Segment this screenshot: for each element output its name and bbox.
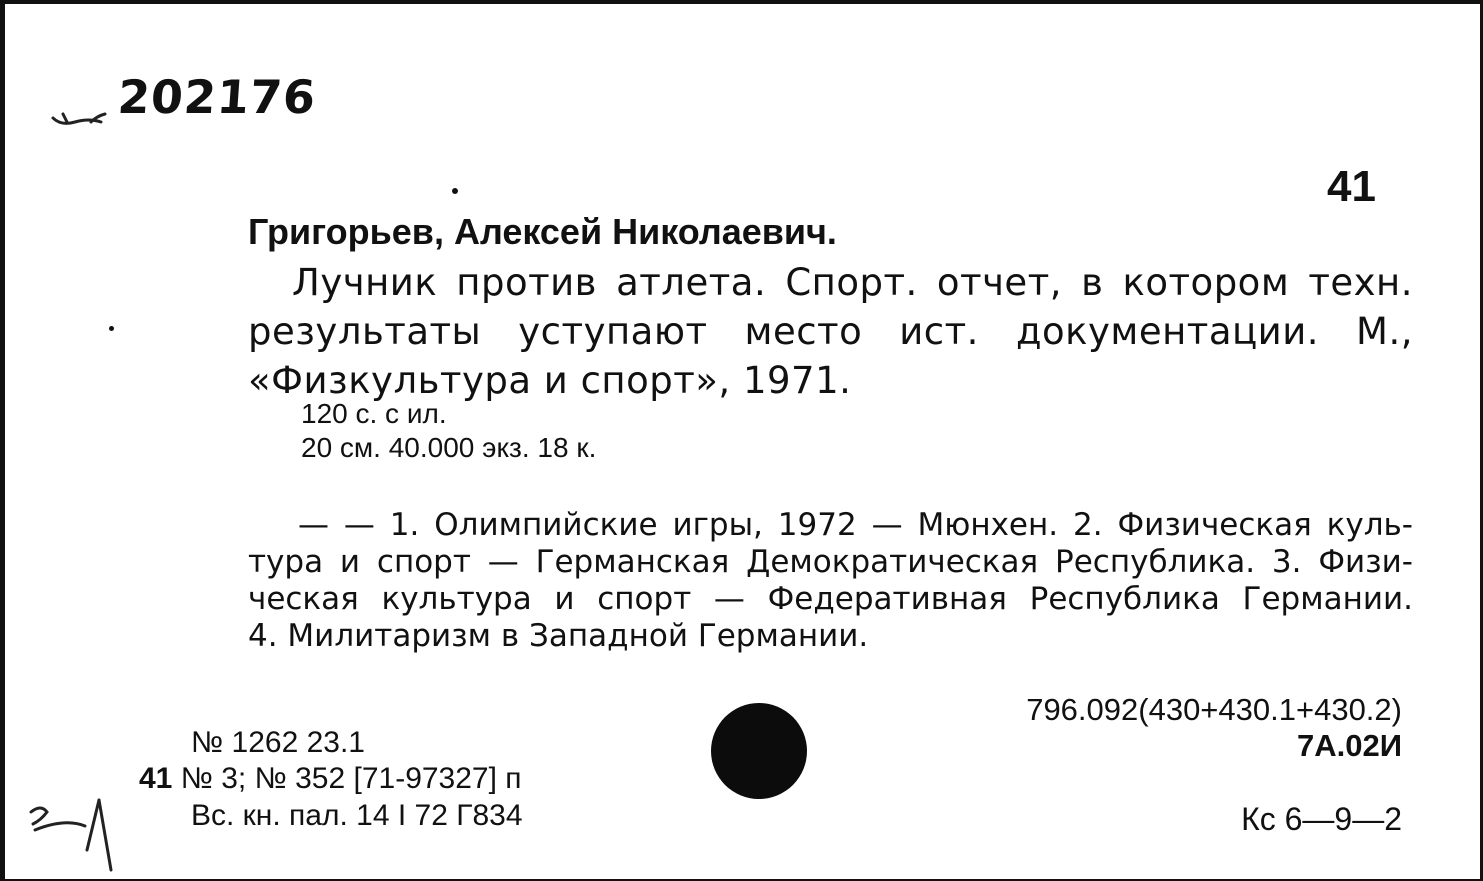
subject-line: ческая культура и спорт — Федеративная Республика Германии. [248, 581, 1413, 617]
author-heading: Григорьев, Алексей Николаевич. [248, 211, 837, 252]
registry-prefix: 41 [139, 762, 173, 795]
physical-description: 120 с. с ил. [301, 398, 447, 429]
punch-hole [711, 703, 807, 799]
handwritten-mark-icon [25, 790, 145, 875]
title-block [248, 258, 1413, 405]
udc-index: 796.092(430+430.1+430.2) [1026, 692, 1402, 727]
inventory-number: 202176 [116, 70, 318, 124]
book-chamber-line: Вс. кн. пал. 14 I 72 Г834 [191, 799, 523, 832]
ink-dot-margin [109, 326, 114, 331]
card-number: 41 [1327, 162, 1376, 211]
ink-dot [452, 188, 458, 194]
registry-number: № 1262 23.1 [191, 726, 365, 759]
registry-line [139, 762, 522, 796]
pen-scribble-icon [45, 92, 125, 132]
subject-headings [248, 507, 1413, 655]
bbk-index: 7А.02И [1296, 728, 1402, 763]
kc-code: Кс 6—9—2 [1241, 801, 1402, 837]
subject-line: — — 1. Олимпийские игры, 1972 — Мюнхен. 2. Физическая куль- [298, 507, 1413, 543]
title-line: «Физкультура и спорт», 1971. [248, 359, 852, 402]
edition-details: 20 см. 40.000 экз. 18 к. [301, 432, 597, 463]
title-line: Лучник против атлета. Спорт. отчет, в котором техн. [292, 261, 1413, 304]
subject-line: 4. Милитаризм в Западной Германии. [248, 618, 869, 654]
subject-line: тура и спорт — Германская Демократическая Республика. 3. Физи- [248, 544, 1413, 580]
registry-detail: № 3; № 352 [71-97327] п [180, 762, 522, 795]
title-line: результаты уступают место ист. документации. М., [248, 310, 1413, 353]
